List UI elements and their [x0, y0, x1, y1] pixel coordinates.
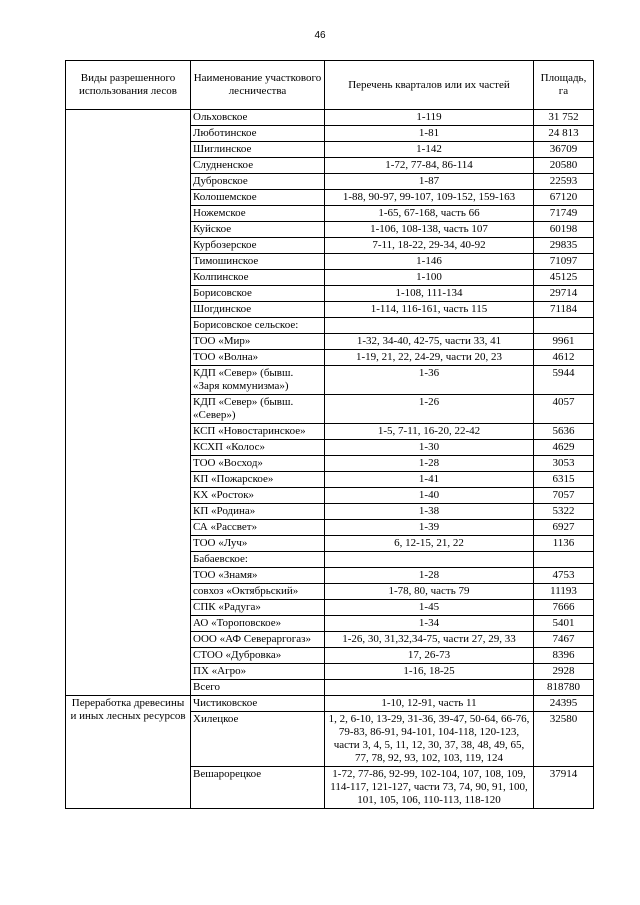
- forestry-name-cell: ТОО «Знамя»: [191, 568, 325, 584]
- quarters-cell: 17, 26-73: [325, 648, 534, 664]
- forestry-name-cell: Слудненское: [191, 158, 325, 174]
- table-body: [66, 110, 594, 809]
- quarters-cell: 1-26, 30, 31,32,34-75, части 27, 29, 33: [325, 632, 534, 648]
- forestry-name-cell: КДП «Север» (бывш. «Заря коммунизма»): [191, 366, 325, 395]
- quarters-cell: 7-11, 18-22, 29-34, 40-92: [325, 238, 534, 254]
- forestry-name-cell: КСП «Новостаринское»: [191, 424, 325, 440]
- forestry-name-cell: СПК «Радуга»: [191, 600, 325, 616]
- forestry-name-cell: Чистиковское: [191, 696, 325, 712]
- quarters-cell: 1-10, 12-91, часть 11: [325, 696, 534, 712]
- header-use: Виды разрешенного использования лесов: [66, 61, 191, 110]
- area-cell: 45125: [534, 270, 594, 286]
- quarters-cell: [325, 680, 534, 696]
- area-cell: 7666: [534, 600, 594, 616]
- table-row: [66, 110, 594, 126]
- quarters-cell: 1-32, 34-40, 42-75, части 33, 41: [325, 334, 534, 350]
- quarters-cell: 1-119: [325, 110, 534, 126]
- forestry-name-cell: СТОО «Дубровка»: [191, 648, 325, 664]
- use-type-cell: Переработка древесины и иных лесных ресурсов: [66, 696, 191, 809]
- quarters-cell: 1-19, 21, 22, 24-29, части 20, 23: [325, 350, 534, 366]
- forestry-name-cell: Хилецкое: [191, 712, 325, 767]
- forestry-name-cell: ООО «АФ Севераргогаз»: [191, 632, 325, 648]
- quarters-cell: 1-5, 7-11, 16-20, 22-42: [325, 424, 534, 440]
- forestry-name-cell: Вешарорецкое: [191, 767, 325, 809]
- area-cell: 36709: [534, 142, 594, 158]
- quarters-cell: 1-65, 67-168, часть 66: [325, 206, 534, 222]
- forestry-name-cell: ТОО «Мир»: [191, 334, 325, 350]
- area-cell: 5322: [534, 504, 594, 520]
- quarters-cell: 1-146: [325, 254, 534, 270]
- area-cell: 22593: [534, 174, 594, 190]
- header-area: Площадь, га: [534, 61, 594, 110]
- forestry-name-cell: КП «Пожарское»: [191, 472, 325, 488]
- area-cell: 60198: [534, 222, 594, 238]
- area-cell: 7057: [534, 488, 594, 504]
- forestry-name-cell: Борисовское: [191, 286, 325, 302]
- area-cell: 29835: [534, 238, 594, 254]
- area-cell: 3053: [534, 456, 594, 472]
- area-cell: 71097: [534, 254, 594, 270]
- table-header-row: [66, 61, 594, 110]
- area-cell: 67120: [534, 190, 594, 206]
- quarters-cell: 1-72, 77-84, 86-114: [325, 158, 534, 174]
- area-cell: 6315: [534, 472, 594, 488]
- forestry-name-cell: Ольховское: [191, 110, 325, 126]
- area-cell: 1136: [534, 536, 594, 552]
- area-cell: 37914: [534, 767, 594, 809]
- area-cell: 71749: [534, 206, 594, 222]
- quarters-cell: 1-28: [325, 568, 534, 584]
- quarters-cell: [325, 552, 534, 568]
- quarters-cell: 1-100: [325, 270, 534, 286]
- area-cell: 71184: [534, 302, 594, 318]
- forestry-name-cell: СА «Рассвет»: [191, 520, 325, 536]
- forestry-name-cell: Тимошинское: [191, 254, 325, 270]
- area-cell: 31 752: [534, 110, 594, 126]
- quarters-cell: 1-26: [325, 395, 534, 424]
- area-cell: 29714: [534, 286, 594, 302]
- forestry-name-cell: Борисовское сельское:: [191, 318, 325, 334]
- area-cell: 9961: [534, 334, 594, 350]
- forestry-name-cell: Ножемское: [191, 206, 325, 222]
- quarters-cell: 1-72, 77-86, 92-99, 102-104, 107, 108, 109, 114-117, 121-127, части 73, 74, 90, 91, 100, 101, 105, 106, 110-113, 118-120: [325, 767, 534, 809]
- table-row: [66, 696, 594, 712]
- forestry-name-cell: Бабаевское:: [191, 552, 325, 568]
- forestry-name-cell: КСХП «Колос»: [191, 440, 325, 456]
- quarters-cell: 1-87: [325, 174, 534, 190]
- forestry-name-cell: КП «Родина»: [191, 504, 325, 520]
- area-cell: 5401: [534, 616, 594, 632]
- forestry-name-cell: Куйское: [191, 222, 325, 238]
- forestry-name-cell: Всего: [191, 680, 325, 696]
- forestry-name-cell: ТОО «Волна»: [191, 350, 325, 366]
- quarters-cell: 1, 2, 6-10, 13-29, 31-36, 39-47, 50-64, 66-76, 79-83, 86-91, 94-101, 104-118, 120-123, части 3, 4, 5, 11, 12, 30, 37, 38, 48, 49, 65, 77, 78, 92, 93, 102, 103, 119, 124: [325, 712, 534, 767]
- forestry-name-cell: Курбозерское: [191, 238, 325, 254]
- area-cell: 6927: [534, 520, 594, 536]
- forestry-name-cell: Шиглинское: [191, 142, 325, 158]
- forestry-name-cell: Колпинское: [191, 270, 325, 286]
- forestry-name-cell: Дубровское: [191, 174, 325, 190]
- area-cell: 2928: [534, 664, 594, 680]
- forestry-name-cell: ПХ «Агро»: [191, 664, 325, 680]
- quarters-cell: 1-106, 108-138, часть 107: [325, 222, 534, 238]
- quarters-cell: 1-28: [325, 456, 534, 472]
- area-cell: 20580: [534, 158, 594, 174]
- area-cell: 4629: [534, 440, 594, 456]
- quarters-cell: 1-39: [325, 520, 534, 536]
- page-number: 46: [314, 30, 326, 41]
- forestry-name-cell: Шогдинское: [191, 302, 325, 318]
- quarters-cell: 1-88, 90-97, 99-107, 109-152, 159-163: [325, 190, 534, 206]
- area-cell: 4057: [534, 395, 594, 424]
- quarters-cell: 1-30: [325, 440, 534, 456]
- area-cell: 7467: [534, 632, 594, 648]
- quarters-cell: 1-78, 80, часть 79: [325, 584, 534, 600]
- forest-use-table: [65, 60, 594, 809]
- quarters-cell: 1-108, 111-134: [325, 286, 534, 302]
- forestry-name-cell: АО «Тороповское»: [191, 616, 325, 632]
- forestry-name-cell: ТОО «Луч»: [191, 536, 325, 552]
- quarters-cell: 1-142: [325, 142, 534, 158]
- area-cell: 4612: [534, 350, 594, 366]
- quarters-cell: 1-40: [325, 488, 534, 504]
- header-forestry: Наименование участкового лесничества: [191, 61, 325, 110]
- quarters-cell: 1-41: [325, 472, 534, 488]
- quarters-cell: 6, 12-15, 21, 22: [325, 536, 534, 552]
- quarters-cell: 1-16, 18-25: [325, 664, 534, 680]
- quarters-cell: 1-36: [325, 366, 534, 395]
- use-type-cell: [66, 110, 191, 696]
- forestry-name-cell: Колошемское: [191, 190, 325, 206]
- area-cell: 32580: [534, 712, 594, 767]
- quarters-cell: 1-34: [325, 616, 534, 632]
- forestry-name-cell: совхоз «Октябрьский»: [191, 584, 325, 600]
- area-cell: 8396: [534, 648, 594, 664]
- quarters-cell: 1-114, 116-161, часть 115: [325, 302, 534, 318]
- quarters-cell: 1-45: [325, 600, 534, 616]
- area-cell: 4753: [534, 568, 594, 584]
- area-cell: 11193: [534, 584, 594, 600]
- area-cell: [534, 552, 594, 568]
- quarters-cell: [325, 318, 534, 334]
- header-quarters: Перечень кварталов или их частей: [325, 61, 534, 110]
- forestry-name-cell: КДП «Север» (бывш. «Север»): [191, 395, 325, 424]
- area-cell: 24395: [534, 696, 594, 712]
- quarters-cell: 1-38: [325, 504, 534, 520]
- forestry-name-cell: ТОО «Восход»: [191, 456, 325, 472]
- area-cell: 818780: [534, 680, 594, 696]
- area-cell: 24 813: [534, 126, 594, 142]
- forestry-name-cell: Любoтинское: [191, 126, 325, 142]
- quarters-cell: 1-81: [325, 126, 534, 142]
- area-cell: 5636: [534, 424, 594, 440]
- area-cell: 5944: [534, 366, 594, 395]
- forestry-name-cell: КХ «Росток»: [191, 488, 325, 504]
- area-cell: [534, 318, 594, 334]
